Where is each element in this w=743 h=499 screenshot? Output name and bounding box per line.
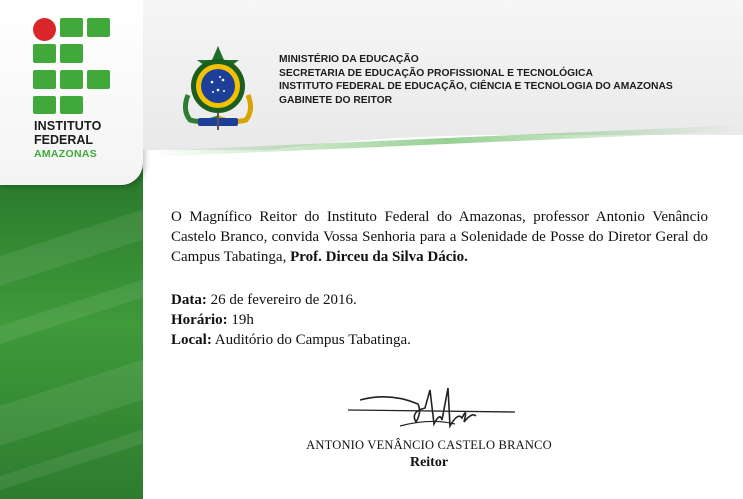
time-label: Horário: xyxy=(171,312,228,328)
logo-grid-icon xyxy=(33,18,113,118)
invitation-paragraph xyxy=(171,207,708,267)
header-line-ministry: MINISTÉRIO DA EDUCAÇÃO xyxy=(279,54,419,65)
date-label: Data: xyxy=(171,292,207,308)
logo-red-dot xyxy=(33,18,56,41)
date-value: 26 de fevereiro de 2016. xyxy=(210,292,357,308)
brazil-coat-of-arms-icon xyxy=(168,40,268,135)
signer-name: ANTONIO VENÂNCIO CASTELO BRANCO xyxy=(306,438,552,452)
place-row xyxy=(171,330,411,350)
header-line-institute: INSTITUTO FEDERAL DE EDUCAÇÃO, CIÊNCIA E TECNOLOGIA DO AMAZONAS xyxy=(279,81,673,92)
header-line-office: GABINETE DO REITOR xyxy=(279,94,393,106)
date-row xyxy=(171,290,411,310)
logo-text-line2: FEDERAL xyxy=(34,133,94,147)
place-label: Local: xyxy=(171,332,212,348)
time-row xyxy=(171,310,411,330)
place-value: Auditório do Campus Tabatinga. xyxy=(214,332,411,348)
header-line-secretariat: SECRETARIA DE EDUCAÇÃO PROFISSIONAL E TECNOLÓGICA xyxy=(279,67,593,79)
logo-text-line3: AMAZONAS xyxy=(34,148,98,160)
logo-text-line1: INSTITUTO xyxy=(34,119,102,133)
event-details xyxy=(171,290,411,350)
time-value: 19h xyxy=(231,312,254,328)
handwritten-signature xyxy=(330,382,530,442)
signer-title: Reitor xyxy=(409,455,449,470)
honoree-name: Prof. Dirceu da Silva Dácio. xyxy=(290,249,468,265)
institute-logo xyxy=(0,0,143,185)
invitation-text: O Magnífico Reitor do Instituto Federal do Amazonas, professor Antonio Venâncio Castelo Branco, convida Vossa Senhoria para a Solenidade de Posse do Diretor Geral do Campus Tabatinga, xyxy=(171,209,708,265)
header-org-lines xyxy=(279,53,673,107)
